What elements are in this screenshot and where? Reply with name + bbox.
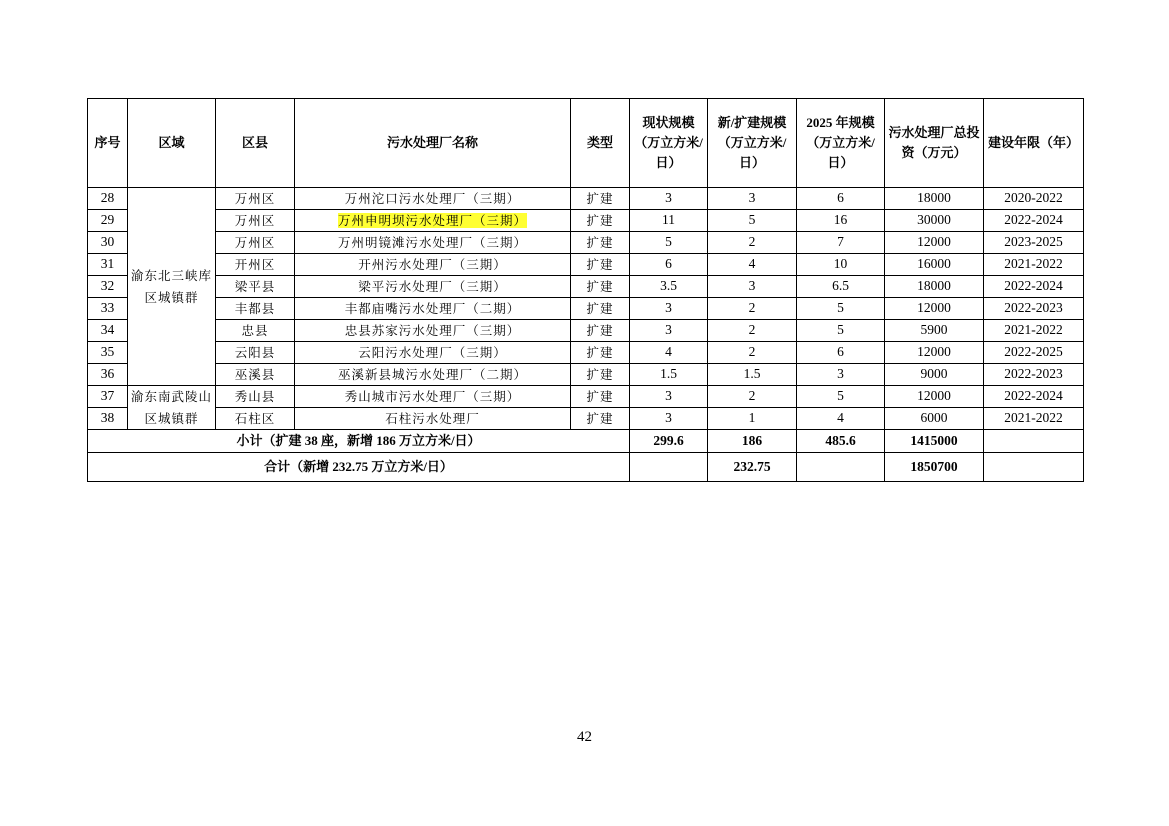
row-investment: 12000: [885, 298, 984, 320]
total-scale-2025-empty: [797, 453, 885, 482]
page-number: 42: [577, 729, 592, 745]
row-county: 万州区: [216, 232, 295, 254]
row-new-scale: 1: [708, 408, 797, 430]
row-county: 开州区: [216, 254, 295, 276]
row-scale-2025: 3: [797, 364, 885, 386]
row-period: 2022-2023: [984, 364, 1084, 386]
sewage-plant-table: [87, 98, 1084, 482]
row-current-scale: 1.5: [630, 364, 708, 386]
region-cell: 渝东南武陵山区城镇群: [128, 386, 216, 430]
row-period: 2022-2023: [984, 298, 1084, 320]
row-scale-2025: 10: [797, 254, 885, 276]
row-new-scale: 3: [708, 188, 797, 210]
table-row: [88, 386, 1084, 408]
table-row: [88, 364, 1084, 386]
table-row: [88, 254, 1084, 276]
row-index: 37: [88, 386, 128, 408]
row-current-scale: 4: [630, 342, 708, 364]
row-type: 扩建: [571, 386, 630, 408]
row-plant-name: [295, 364, 571, 386]
header-plant-name: 污水处理厂名称: [295, 99, 571, 188]
subtotal-label: 小计（扩建 38 座，新增 186 万立方米/日）: [88, 430, 630, 453]
row-type: 扩建: [571, 320, 630, 342]
row-plant-name: [295, 210, 571, 232]
header-current-scale: 现状规模（万立方米/日）: [630, 99, 708, 188]
row-type: 扩建: [571, 210, 630, 232]
plant-name-text: 丰都庙嘴污水处理厂（二期）: [344, 300, 521, 316]
row-index: 38: [88, 408, 128, 430]
total-label: 合计（新增 232.75 万立方米/日）: [88, 453, 630, 482]
row-index: 28: [88, 188, 128, 210]
row-scale-2025: 5: [797, 298, 885, 320]
region-cell: 渝东北三峡库区城镇群: [128, 188, 216, 386]
row-current-scale: 3: [630, 320, 708, 342]
row-period: 2021-2022: [984, 408, 1084, 430]
header-new-scale: 新/扩建规模（万立方米/日）: [708, 99, 797, 188]
row-scale-2025: 6.5: [797, 276, 885, 298]
row-new-scale: 3: [708, 276, 797, 298]
row-index: 30: [88, 232, 128, 254]
row-period: 2020-2022: [984, 188, 1084, 210]
table-row: [88, 320, 1084, 342]
row-type: 扩建: [571, 254, 630, 276]
plant-name-text: 云阳污水处理厂（三期）: [358, 344, 507, 360]
row-index: 36: [88, 364, 128, 386]
row-scale-2025: 5: [797, 386, 885, 408]
header-region: 区域: [128, 99, 216, 188]
row-plant-name: [295, 188, 571, 210]
row-period: 2023-2025: [984, 232, 1084, 254]
row-new-scale: 2: [708, 232, 797, 254]
total-current-scale-empty: [630, 453, 708, 482]
row-county: 云阳县: [216, 342, 295, 364]
row-index: 32: [88, 276, 128, 298]
subtotal-scale-2025: 485.6: [797, 430, 885, 453]
row-investment: 16000: [885, 254, 984, 276]
row-county: 万州区: [216, 210, 295, 232]
plant-name-text: 万州沱口污水处理厂（三期）: [344, 190, 521, 206]
header-period: 建设年限（年）: [984, 99, 1084, 188]
row-type: 扩建: [571, 364, 630, 386]
row-new-scale: 5: [708, 210, 797, 232]
row-investment: 30000: [885, 210, 984, 232]
row-current-scale: 11: [630, 210, 708, 232]
row-county: 巫溪县: [216, 364, 295, 386]
row-scale-2025: 7: [797, 232, 885, 254]
row-new-scale: 2: [708, 342, 797, 364]
row-county: 忠县: [216, 320, 295, 342]
row-plant-name: [295, 386, 571, 408]
row-investment: 18000: [885, 276, 984, 298]
row-investment: 12000: [885, 386, 984, 408]
row-current-scale: 3: [630, 408, 708, 430]
row-current-scale: 3.5: [630, 276, 708, 298]
row-plant-name: [295, 232, 571, 254]
row-new-scale: 2: [708, 298, 797, 320]
row-new-scale: 2: [708, 320, 797, 342]
row-county: 梁平县: [216, 276, 295, 298]
plant-name-text: 梁平污水处理厂（三期）: [358, 278, 507, 294]
row-scale-2025: 6: [797, 188, 885, 210]
row-type: 扩建: [571, 188, 630, 210]
row-investment: 12000: [885, 342, 984, 364]
plant-name-text: 万州明镜滩污水处理厂（三期）: [337, 234, 527, 250]
row-scale-2025: 5: [797, 320, 885, 342]
table-body: [88, 188, 1084, 482]
table-row: [88, 232, 1084, 254]
plant-name-text: 石柱污水处理厂: [385, 410, 480, 426]
row-plant-name: [295, 320, 571, 342]
subtotal-new-scale: 186: [708, 430, 797, 453]
row-county: 秀山县: [216, 386, 295, 408]
row-period: 2021-2022: [984, 254, 1084, 276]
table-row: [88, 276, 1084, 298]
row-current-scale: 5: [630, 232, 708, 254]
row-current-scale: 6: [630, 254, 708, 276]
subtotal-investment: 1415000: [885, 430, 984, 453]
header-investment: 污水处理厂总投资（万元）: [885, 99, 984, 188]
row-plant-name: [295, 298, 571, 320]
row-investment: 6000: [885, 408, 984, 430]
plant-name-text: 开州污水处理厂（三期）: [358, 256, 507, 272]
row-new-scale: 4: [708, 254, 797, 276]
row-plant-name: [295, 276, 571, 298]
row-investment: 5900: [885, 320, 984, 342]
row-plant-name: [295, 408, 571, 430]
row-index: 29: [88, 210, 128, 232]
table-row: [88, 188, 1084, 210]
plant-name-text: 巫溪新县城污水处理厂（二期）: [337, 366, 527, 382]
header-index: 序号: [88, 99, 128, 188]
subtotal-current-scale: 299.6: [630, 430, 708, 453]
header-county: 区县: [216, 99, 295, 188]
row-county: 万州区: [216, 188, 295, 210]
row-period: 2022-2024: [984, 386, 1084, 408]
row-period: 2022-2024: [984, 210, 1084, 232]
highlighted-plant-name: 万州申明坝污水处理厂（三期）: [337, 212, 527, 228]
row-index: 33: [88, 298, 128, 320]
row-scale-2025: 16: [797, 210, 885, 232]
row-index: 31: [88, 254, 128, 276]
table-row: [88, 210, 1084, 232]
row-type: 扩建: [571, 342, 630, 364]
row-investment: 9000: [885, 364, 984, 386]
header-scale-2025: 2025 年规模（万立方米/日）: [797, 99, 885, 188]
total-new-scale: 232.75: [708, 453, 797, 482]
total-period-empty: [984, 453, 1084, 482]
row-plant-name: [295, 342, 571, 364]
row-county: 丰都县: [216, 298, 295, 320]
row-scale-2025: 6: [797, 342, 885, 364]
row-county: 石柱区: [216, 408, 295, 430]
header-row: [88, 99, 1084, 188]
row-current-scale: 3: [630, 188, 708, 210]
row-type: 扩建: [571, 298, 630, 320]
subtotal-row: [88, 430, 1084, 453]
row-investment: 12000: [885, 232, 984, 254]
row-period: 2021-2022: [984, 320, 1084, 342]
row-type: 扩建: [571, 232, 630, 254]
row-current-scale: 3: [630, 386, 708, 408]
row-new-scale: 1.5: [708, 364, 797, 386]
row-new-scale: 2: [708, 386, 797, 408]
row-index: 34: [88, 320, 128, 342]
table-row: [88, 298, 1084, 320]
row-plant-name: [295, 254, 571, 276]
row-period: 2022-2025: [984, 342, 1084, 364]
row-current-scale: 3: [630, 298, 708, 320]
row-investment: 18000: [885, 188, 984, 210]
plant-name-text: 秀山城市污水处理厂（三期）: [344, 388, 521, 404]
total-investment: 1850700: [885, 453, 984, 482]
row-type: 扩建: [571, 276, 630, 298]
header-type: 类型: [571, 99, 630, 188]
row-index: 35: [88, 342, 128, 364]
row-scale-2025: 4: [797, 408, 885, 430]
subtotal-period-empty: [984, 430, 1084, 453]
row-period: 2022-2024: [984, 276, 1084, 298]
table-row: [88, 408, 1084, 430]
row-type: 扩建: [571, 408, 630, 430]
plant-name-text: 忠县苏家污水处理厂（三期）: [344, 322, 521, 338]
total-row: [88, 453, 1084, 482]
table-row: [88, 342, 1084, 364]
